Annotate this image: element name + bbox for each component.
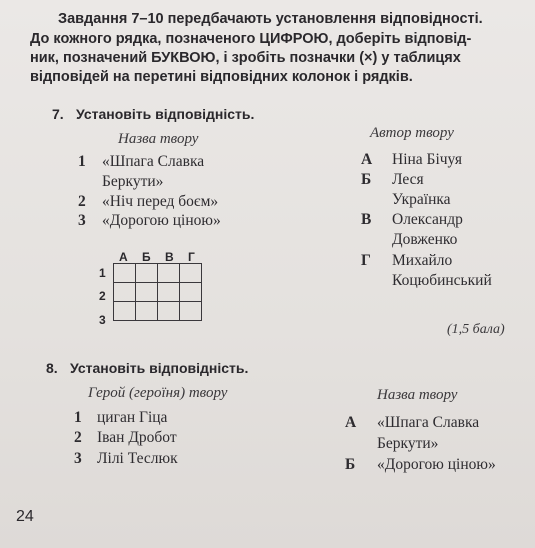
instruction-line-1: Завдання 7–10 передбачають установлення відповідності.	[58, 11, 483, 27]
task8-right-item-a-line-1: «Шпага Славка	[377, 414, 480, 431]
grid-row-label-3: 3	[99, 313, 106, 327]
task7-right-item-v-line-1: Олександр	[392, 211, 463, 228]
task8-left-num-1: 1	[74, 409, 82, 426]
grid-cell[interactable]	[180, 264, 202, 283]
task7-right-item-v-line-2: Довженко	[392, 231, 458, 248]
grid-cell[interactable]	[136, 264, 158, 283]
instruction-line-4: відповідей на перетині відповідних колонок і рядків.	[30, 69, 413, 85]
task8-right-header: Назва твору	[377, 387, 458, 403]
task8-right-item-b: «Дорогою ціною»	[377, 456, 496, 473]
task7-left-item-1-line-2: Беркути»	[102, 173, 164, 190]
task8-left-item-2: Іван Дробот	[97, 429, 177, 446]
grid-cell[interactable]	[180, 302, 202, 321]
task7-left-header: Назва твору	[118, 131, 199, 147]
grid-row-label-2: 2	[99, 289, 106, 303]
grid-cell[interactable]	[158, 283, 180, 302]
task7-answer-grid	[113, 263, 202, 321]
grid-row	[114, 283, 202, 302]
task7-right-letter-a: А	[361, 151, 373, 168]
grid-col-label-a: А	[119, 250, 128, 264]
task8-left-num-3: 3	[74, 450, 82, 467]
task8-left-item-3: Лілі Теслюк	[97, 450, 178, 467]
task7-left-item-3: «Дорогою ціною»	[102, 212, 221, 229]
grid-row	[114, 264, 202, 283]
task8-right-item-a-line-2: Беркути»	[377, 435, 439, 452]
task7-title: Установіть відповідність.	[76, 106, 255, 122]
grid-row	[114, 302, 202, 321]
task8-right-letter-b: Б	[345, 456, 356, 473]
task7-right-letter-v: В	[361, 211, 372, 228]
task7-left-num-1: 1	[78, 153, 86, 170]
task7-right-header: Автор твору	[370, 125, 454, 141]
task8-left-num-2: 2	[74, 429, 82, 446]
page-number: 24	[16, 508, 34, 525]
task7-left-num-3: 3	[78, 212, 86, 229]
task7-left-item-2: «Ніч перед боєм»	[102, 193, 219, 210]
task7-right-item-b-line-1: Леся	[392, 171, 424, 188]
task7-left-item-1-line-1: «Шпага Славка	[102, 153, 205, 170]
grid-col-label-h: Г	[188, 250, 195, 264]
task8-right-letter-a: А	[345, 414, 357, 431]
grid-cell[interactable]	[136, 302, 158, 321]
grid-col-label-v: В	[165, 250, 174, 264]
instruction-line-3: ник, позначений БУКВОЮ, і зробіть позначки (×) у таблицях	[30, 50, 461, 66]
task7-right-item-b-line-2: Українка	[392, 191, 451, 208]
task8-left-item-1: циган Гіца	[97, 409, 168, 426]
task7-right-letter-h: Г	[361, 252, 371, 269]
task7-right-item-h-line-2: Коцюбинський	[392, 272, 492, 289]
task8-number: 8.	[46, 360, 58, 376]
grid-row-label-1: 1	[99, 266, 106, 280]
task7-score: (1,5 бала)	[447, 322, 505, 337]
grid-col-label-b: Б	[142, 250, 151, 264]
grid-cell[interactable]	[136, 283, 158, 302]
grid-cell[interactable]	[158, 302, 180, 321]
grid-cell[interactable]	[114, 264, 136, 283]
grid-cell[interactable]	[180, 283, 202, 302]
task7-right-item-h-line-1: Михайло	[392, 252, 453, 269]
grid-cell[interactable]	[114, 283, 136, 302]
grid-cell[interactable]	[158, 264, 180, 283]
grid-cell[interactable]	[114, 302, 136, 321]
instruction-line-2: До кожного рядка, позначеного ЦИФРОЮ, доберіть відповід-	[30, 31, 472, 47]
task8-left-header: Герой (героїня) твору	[88, 385, 228, 401]
task7-right-item-a: Ніна Бічуя	[392, 151, 463, 168]
task7-right-letter-b: Б	[361, 171, 372, 188]
task7-number: 7.	[52, 106, 64, 122]
task8-title: Установіть відповідність.	[70, 360, 249, 376]
task7-left-num-2: 2	[78, 193, 86, 210]
